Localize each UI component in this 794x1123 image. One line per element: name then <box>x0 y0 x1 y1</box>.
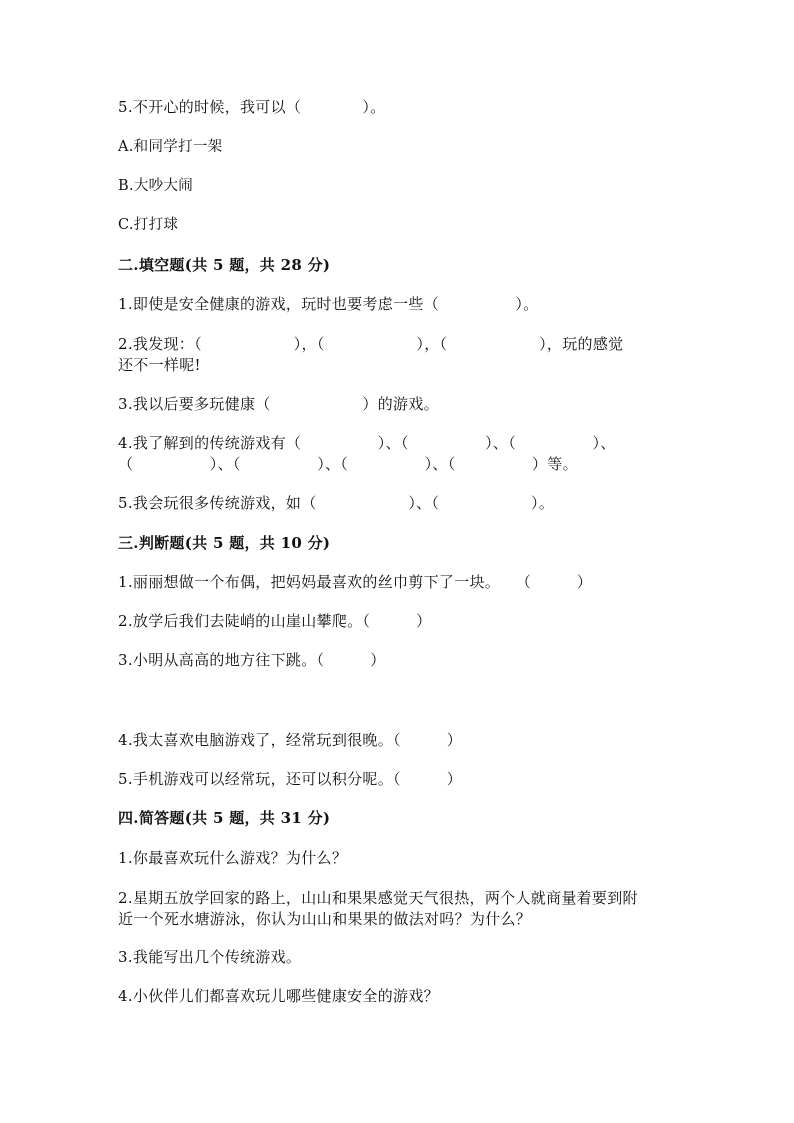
option-b: B.大吵大闹 <box>118 178 194 194</box>
judge-question-1: 1.丽丽想做一个布偶，把妈妈最喜欢的丝巾剪下了一块。 （ ） <box>118 573 593 591</box>
section-heading-short: 四.简答题(共 5 题，共 31 分) <box>118 809 331 827</box>
judge-question-2: 2.放学后我们去陡峭的山崖山攀爬。（ ） <box>118 612 432 630</box>
fill-question-4-continued: （ ）、（ ）、（ ）、（ ）等。 <box>118 455 578 473</box>
short-question-2-continued: 近一个死水塘游泳，你认为山山和果果的做法对吗？为什么？ <box>118 910 532 928</box>
fill-question-2-continued: 还不一样呢! <box>118 356 201 374</box>
short-question-2: 2.星期五放学回家的路上，山山和果果感觉天气很热，两个人就商量着要到附 <box>118 889 638 907</box>
judge-question-3: 3.小明从高高的地方往下跳。（ ） <box>118 651 386 669</box>
fill-question-2: 2.我发现：（ ），（ ），（ ），玩的感觉 <box>118 335 624 353</box>
fill-question-3: 3.我以后要多玩健康（ ）的游戏。 <box>118 395 439 413</box>
section-heading-fill: 二.填空题(共 5 题，共 28 分) <box>118 256 331 274</box>
option-a: A.和同学打一架 <box>118 139 223 155</box>
short-question-1: 1.你最喜欢玩什么游戏？为什么？ <box>118 849 348 867</box>
fill-question-5: 5.我会玩很多传统游戏，如（ ）、（ ）。 <box>118 494 555 512</box>
judge-question-4: 4.我太喜欢电脑游戏了，经常玩到很晚。（ ） <box>118 731 463 749</box>
short-question-4: 4.小伙伴儿们都喜欢玩儿哪些健康安全的游戏？ <box>118 987 439 1005</box>
section-heading-judge: 三.判断题(共 5 题，共 10 分) <box>118 534 331 552</box>
short-question-3: 3.我能写出几个传统游戏。 <box>118 948 302 966</box>
question-5-choice: 5.不开心的时候，我可以（ ）。 <box>118 98 386 116</box>
judge-question-5: 5.手机游戏可以经常玩，还可以积分呢。（ ） <box>118 770 463 788</box>
fill-question-4: 4.我了解到的传统游戏有（ ）、（ ）、（ ）、 <box>118 434 616 452</box>
option-c: C.打打球 <box>118 217 179 233</box>
fill-question-1: 1.即使是安全健康的游戏，玩时也要考虑一些（ ）。 <box>118 295 539 313</box>
